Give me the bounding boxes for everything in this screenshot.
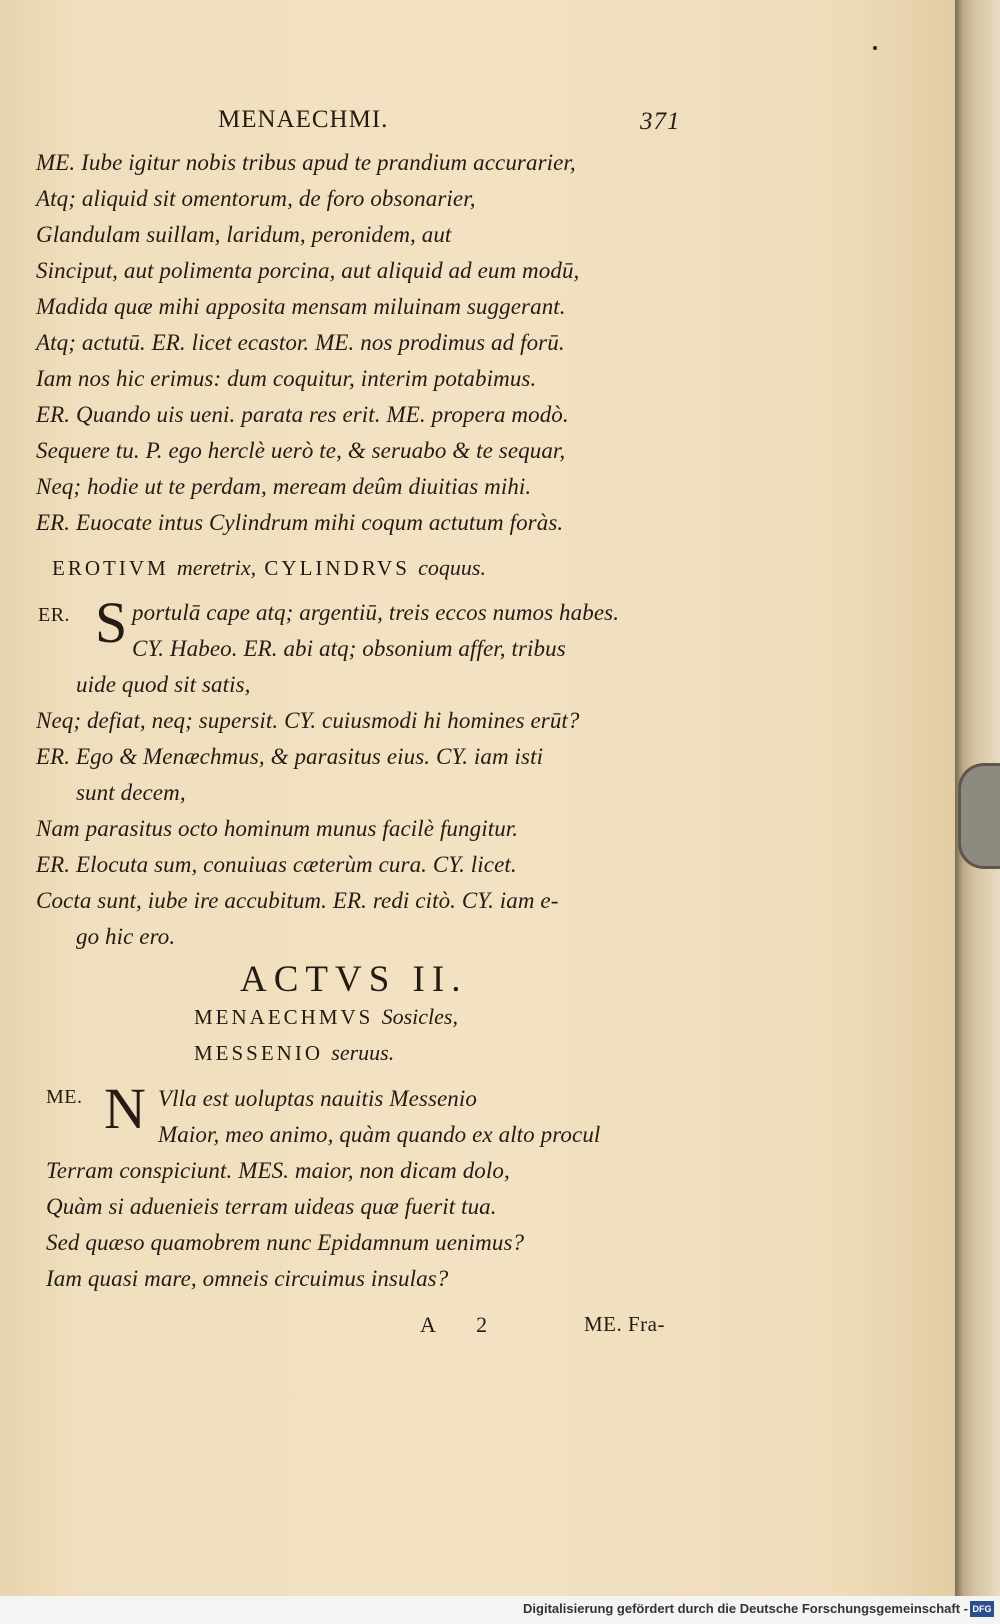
act-role-name: MESSENIO (194, 1041, 324, 1065)
text-line: Quàm si aduenieis terram uideas quæ fuerit tua. (46, 1194, 497, 1219)
footer-bar (0, 1596, 1000, 1624)
act-role-desc: Sosicles, (381, 1004, 458, 1029)
act-role-desc: seruus. (331, 1040, 395, 1065)
scene-heading (52, 555, 486, 581)
text-line: Neq; hodie ut te perdam, meream deûm diuitias mihi. (36, 474, 532, 499)
act-heading: ACTVS II. (240, 959, 468, 1000)
scene-heading-role: meretrix, (176, 555, 257, 580)
text-line: Sinciput, aut polimenta porcina, aut aliquid ad eum modū, (36, 258, 580, 283)
text-line: Iam nos hic erimus: dum coquitur, interim potabimus. (36, 366, 537, 391)
text-line: Atq; aliquid sit omentorum, de foro obsonarier, (36, 186, 476, 211)
text-line: ER. Elocuta sum, conuiuas cæterùm cura. CY. licet. (36, 852, 517, 877)
text-line: Sequere tu. P. ego herclè uerò te, & seruabo & te sequar, (36, 438, 566, 463)
text-line: sunt decem, (76, 780, 186, 805)
scene-heading-role: coquus. (418, 555, 486, 580)
text-line: Neq; defiat, neq; supersit. CY. cuiusmodi hi homines erūt? (36, 708, 580, 733)
text-line: ME. Iube igitur nobis tribus apud te prandium accurarier, (36, 150, 576, 175)
text-line: Iam quasi mare, omneis circuimus insulas? (46, 1266, 449, 1291)
signature-mark: A 2 (420, 1312, 506, 1337)
text-line: Cocta sunt, iube ire accubitum. ER. redi citò. CY. iam e- (36, 888, 559, 913)
scene-heading-character: EROTIVM (52, 556, 169, 580)
book-clasp (958, 763, 1000, 869)
act-role-name: MENAECHMVS (194, 1005, 374, 1029)
text-line: Vlla est uoluptas nauitis Messenio (158, 1086, 477, 1111)
text-line: Glandulam suillam, laridum, peronidem, aut (36, 222, 452, 247)
dfg-logo-icon: DFG (970, 1601, 994, 1617)
text-line: go hic ero. (76, 924, 176, 949)
funding-notice: Digitalisierung gefördert durch die Deutsche Forschungsgemeinschaft - (523, 1601, 968, 1616)
text-line: ER. Ego & Menæchmus, & parasitus eius. CY. iam isti (36, 744, 544, 769)
text-line: Maior, meo animo, quàm quando ex alto procul (158, 1122, 601, 1147)
text-line: ER. Quando uis ueni. parata res erit. ME. propera modò. (36, 402, 569, 427)
speaker-label: ME. (46, 1086, 83, 1108)
text-line: Atq; actutū. ER. licet ecastor. ME. nos prodimus ad forū. (36, 330, 565, 355)
text-line: Terram conspiciunt. MES. maior, non dicam dolo, (46, 1158, 510, 1183)
drop-cap: S (95, 590, 128, 655)
running-title: MENAECHMI. (218, 106, 389, 133)
text-line: Nam parasitus octo hominum munus facilè fungitur. (36, 816, 519, 841)
text-line: Sed quæso quamobrem nunc Epidamnum uenimus? (46, 1230, 525, 1255)
text-line: CY. Habeo. ER. abi atq; obsonium affer, tribus (132, 636, 566, 661)
text-line: Madida quæ mihi apposita mensam miluinam suggerant. (36, 294, 566, 319)
catchword: ME. Fra- (584, 1312, 665, 1336)
text-line: ER. Euocate intus Cylindrum mihi coqum actutum foràs. (36, 510, 564, 535)
act-role-line (194, 1004, 458, 1030)
drop-cap: N (104, 1076, 146, 1141)
act-role-line (194, 1040, 394, 1066)
speaker-label: ER. (38, 604, 71, 626)
text-line: uide quod sit satis, (76, 672, 251, 697)
page-number: 371 (640, 108, 681, 135)
text-line: portulā cape atq; argentiū, treis eccos numos habes. (132, 600, 620, 625)
ink-speck (873, 46, 877, 50)
scene-heading-character: CYLINDRVS (264, 556, 410, 580)
